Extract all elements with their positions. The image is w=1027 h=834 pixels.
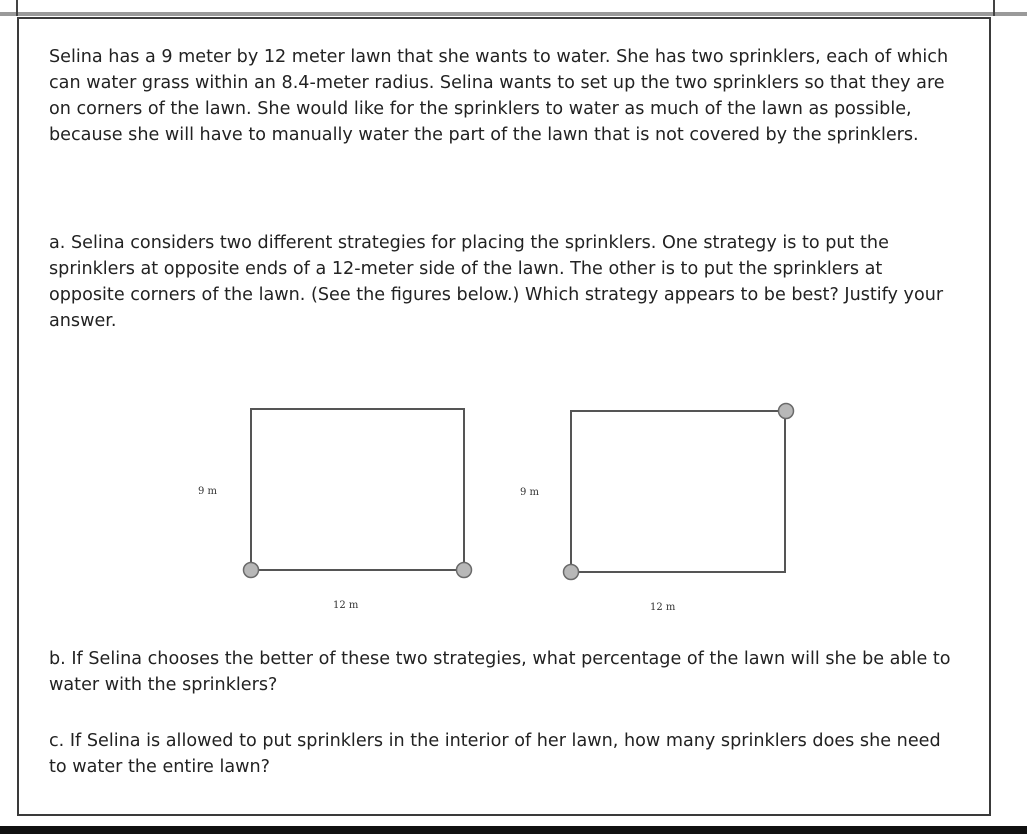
question-c: c. If Selina is allowed to put sprinklers in the interior of her lawn, how many sprinklers does she need to water the entire lawn? <box>49 731 941 777</box>
left-height-label: 9 m <box>198 486 218 497</box>
right-height-label: 9 m <box>520 487 540 498</box>
problem-intro: Selina has a 9 meter by 12 meter lawn that she wants to water. She has two sprinklers, each of which can water grass within an 8.4-meter radius. Selina wants to set up the two sprinklers so that they are on corners of the lawn. She would like for the sprinklers to water as much of the lawn as possible, because she will have to manually water the part of the lawn that is not covered by the sprinklers. <box>49 47 949 145</box>
bottom-edge-bar <box>0 826 1027 834</box>
top-right-tick <box>993 0 995 16</box>
left-width-label: 12 m <box>333 600 359 611</box>
question-a: a. Selina considers two different strategies for placing the sprinklers. One strategy is to put the sprinklers at opposite ends of a 12-meter side of the lawn. The other is to put the sprinklers at opposite corners of the lawn. (See the figures below.) Which strategy appears to be best? Justify your answer. <box>49 233 944 331</box>
top-divider <box>0 12 1027 16</box>
right-width-label: 12 m <box>650 602 676 613</box>
question-b: b. If Selina chooses the better of these two strategies, what percentage of the lawn will she be able to water with the sprinklers? <box>49 649 951 695</box>
top-left-tick <box>16 0 18 16</box>
